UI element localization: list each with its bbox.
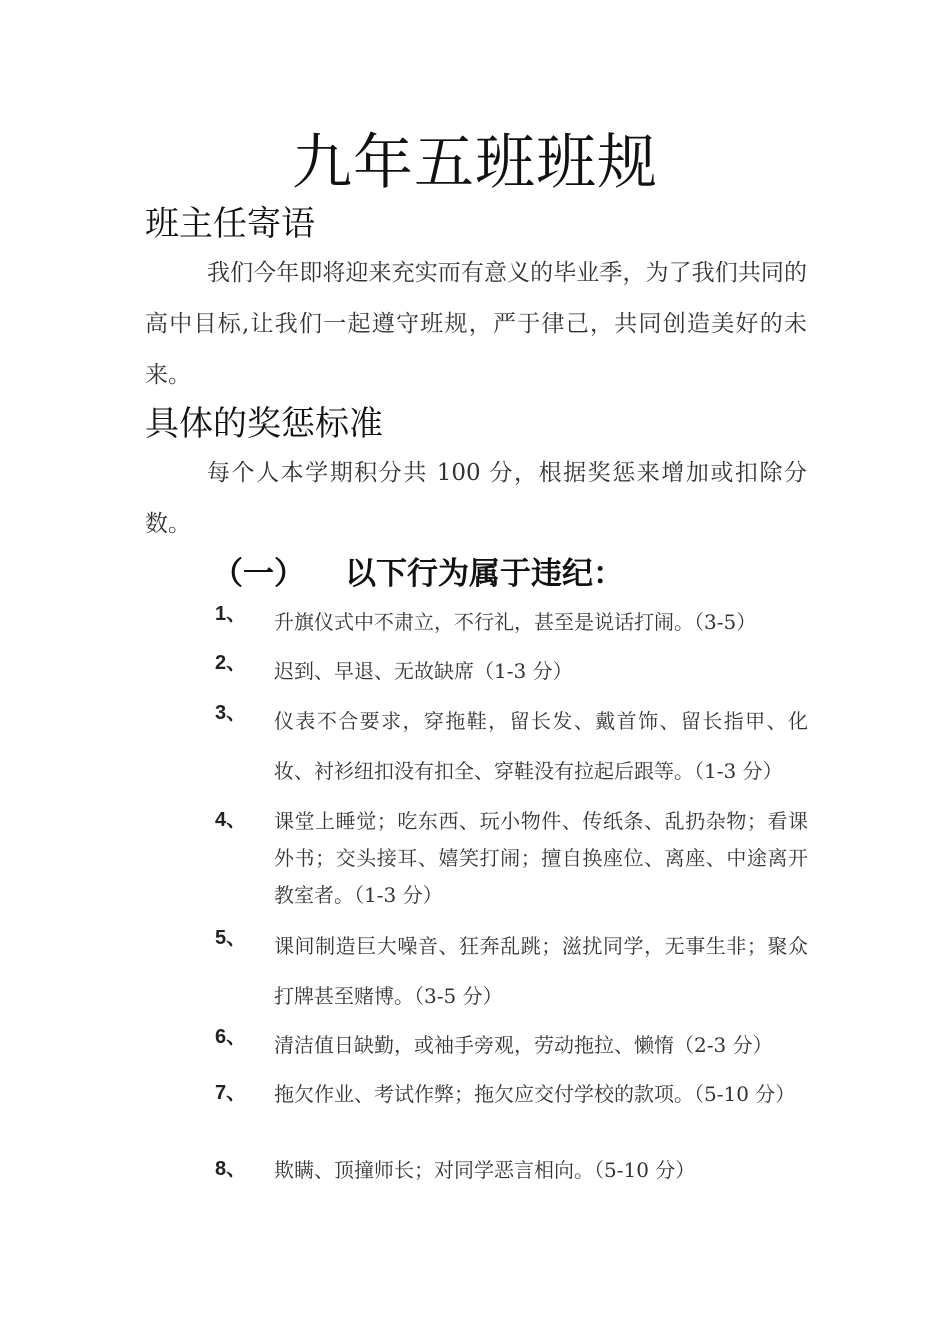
violation-item-number: 6、 xyxy=(215,1026,247,1048)
violation-item-number: 7、 xyxy=(215,1082,247,1104)
violation-item-text: 迟到、早退、无故缺席（1-3 分） xyxy=(274,659,573,683)
violation-item-number: 8、 xyxy=(215,1158,247,1180)
violation-item-text: 欺瞒、顶撞师长；对同学恶言相向。（5-10 分） xyxy=(274,1158,696,1182)
violation-item-number: 1、 xyxy=(215,603,247,625)
violation-item-number: 5、 xyxy=(215,927,247,949)
violation-item-text: 清洁值日缺勤，或袖手旁观，劳动拖拉、懒惰（2-3 分） xyxy=(274,1033,773,1057)
heading-teacher-message: 班主任寄语 xyxy=(145,204,315,244)
violation-item-number: 3、 xyxy=(215,702,247,724)
violation-item-text: 课间制造巨大噪音、狂奔乱跳；滋扰同学，无事生非；聚众打牌甚至赌博。（3-5 分） xyxy=(274,934,808,1008)
violations-heading-text: 以下行为属于违纪： xyxy=(345,556,624,592)
violation-item-text: 仪表不合要求，穿拖鞋，留长发、戴首饰、留长指甲、化妆、衬衫纽扣没有扣全、穿鞋没有拉起后跟等。（1-3 分） xyxy=(274,709,808,783)
violations-heading-number: （一） xyxy=(212,556,305,592)
violation-item-number: 4、 xyxy=(215,809,247,831)
teacher-message-paragraph: 我们今年即将迎来充实而有意义的毕业季，为了我们共同的高中目标,让我们一起遵守班规，严于律己，共同创造美好的未来。 xyxy=(145,260,807,388)
violation-item-number: 2、 xyxy=(215,652,247,674)
reward-penalty-paragraph: 每个人本学期积分共 100 分，根据奖惩来增加或扣除分数。 xyxy=(145,460,807,537)
violations-heading xyxy=(212,552,624,596)
document-title: 九年五班班规 xyxy=(292,128,658,198)
violation-item-text: 拖欠作业、考试作弊；拖欠应交付学校的款项。（5-10 分） xyxy=(274,1082,796,1106)
violation-item-text: 课堂上睡觉；吃东西、玩小物件、传纸条、乱扔杂物；看课外书；交头接耳、嬉笑打闹；擅自换座位、离座、中途离开教室者。（1-3 分） xyxy=(274,809,808,907)
heading-reward-penalty-standard: 具体的奖惩标准 xyxy=(145,404,383,444)
violation-item-text: 升旗仪式中不肃立，不行礼，甚至是说话打闹。（3-5） xyxy=(274,610,757,634)
